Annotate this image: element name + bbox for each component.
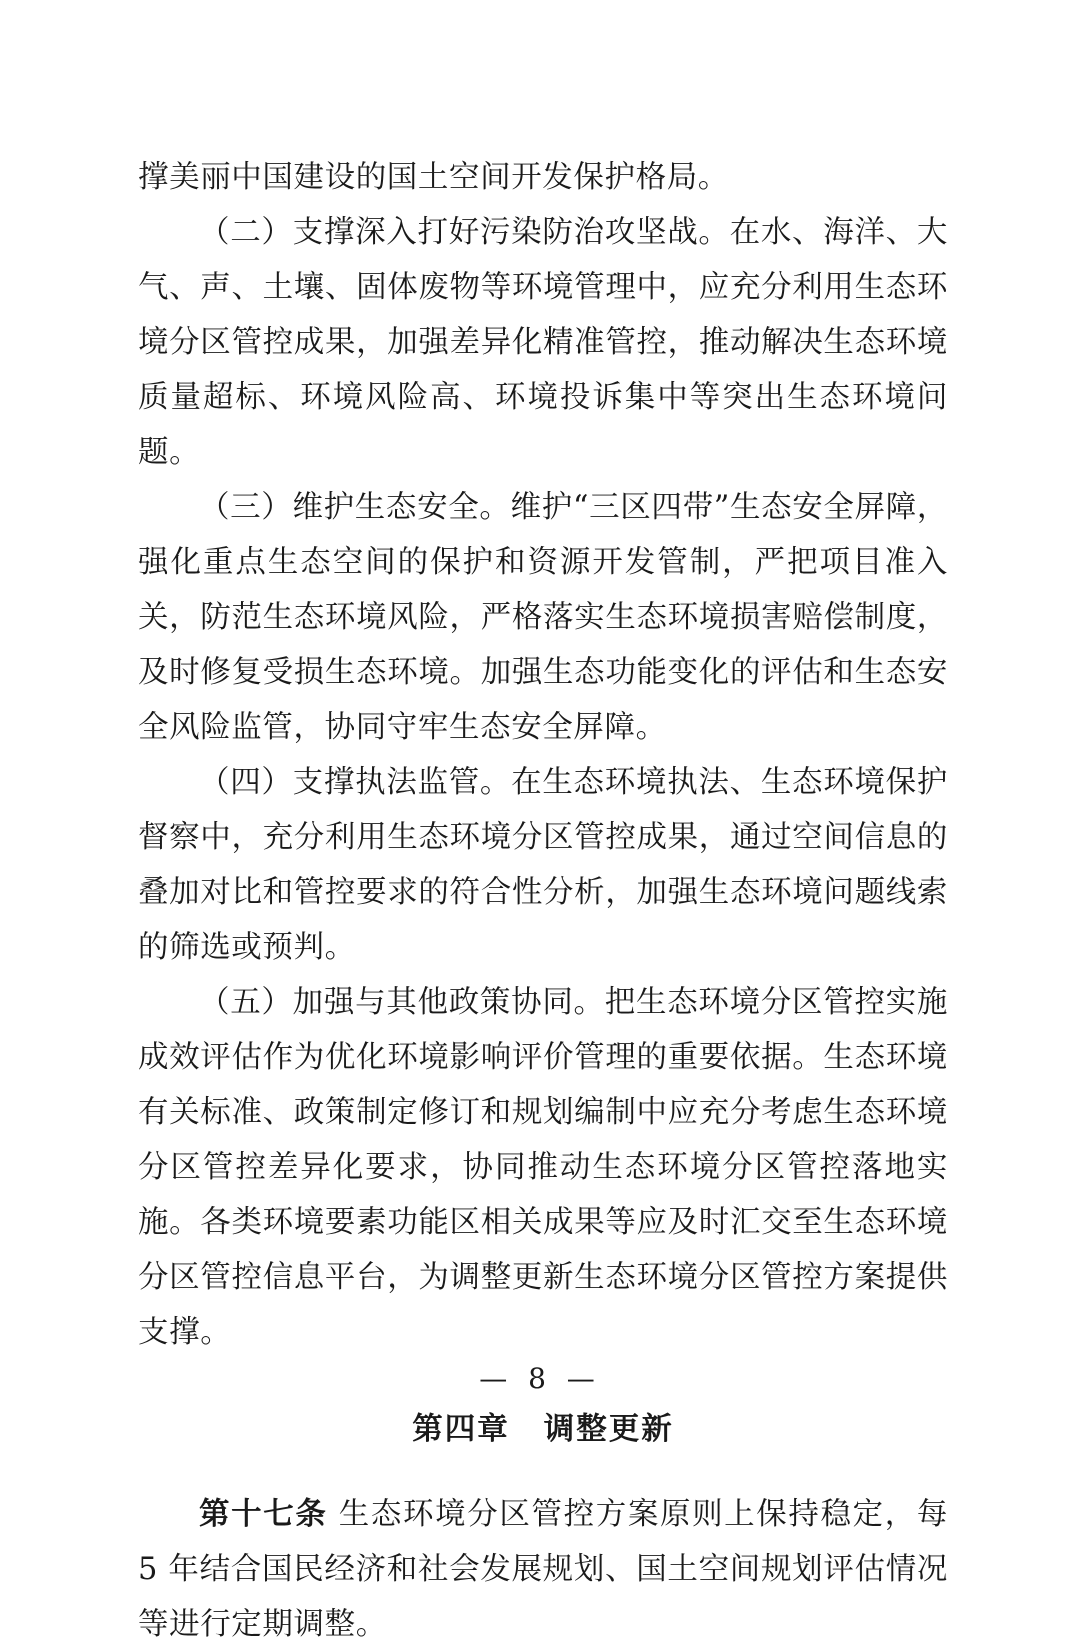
paragraph-continued: 撑美丽中国建设的国土空间开发保护格局。 xyxy=(138,160,729,195)
paragraph-item-5: （五）加强与其他政策协同。把生态环境分区管控实施成效评估作为优化环境影响评价管理的重要依据。生态环境有关标准、政策制定修订和规划编制中应充分考虑生态环境分区管控差异化要求，协同推动生态环境分区管控落地实施。各类环境要素功能区相关成果等应及时汇交至生态环境分区管控信息平台，为调整更新生态环境分区管控方案提供支撑。 xyxy=(138,985,948,1350)
chapter-number: 第四章 xyxy=(412,1411,510,1447)
page-number: — 8 — xyxy=(479,1362,601,1395)
chapter-heading xyxy=(138,1402,948,1457)
paragraph-item-3: （三）维护生态安全。维护“三区四带”生态安全屏障，强化重点生态空间的保护和资源开发管制，严把项目准入关，防范生态环境风险，严格落实生态环境损害赔偿制度，及时修复受损生态环境。加强生态功能变化的评估和生态安全风险监管，协同守牢生态安全屏障。 xyxy=(138,490,948,745)
article-number: 第十七条 xyxy=(199,1496,328,1532)
chapter-title: 调整更新 xyxy=(543,1411,674,1447)
article-text: 生态环境分区管控方案原则上保持稳定，每 5 年结合国民经济和社会发展规划、国土空间规划评估情况等进行定期调整。 xyxy=(138,1497,948,1642)
paragraph-item-2: （二）支撑深入打好污染防治攻坚战。在水、海洋、大气、声、土壤、固体废物等环境管理中，应充分利用生态环境分区管控成果，加强差异化精准管控，推动解决生态环境质量超标、环境风险高、环境投诉集中等突出生态环境问题。 xyxy=(138,215,948,470)
article-paragraph xyxy=(138,1487,948,1652)
paragraph-item-4: （四）支撑执法监管。在生态环境执法、生态环境保护督察中，充分利用生态环境分区管控成果，通过空间信息的叠加对比和管控要求的符合性分析，加强生态环境问题线索的筛选或预判。 xyxy=(138,765,948,965)
